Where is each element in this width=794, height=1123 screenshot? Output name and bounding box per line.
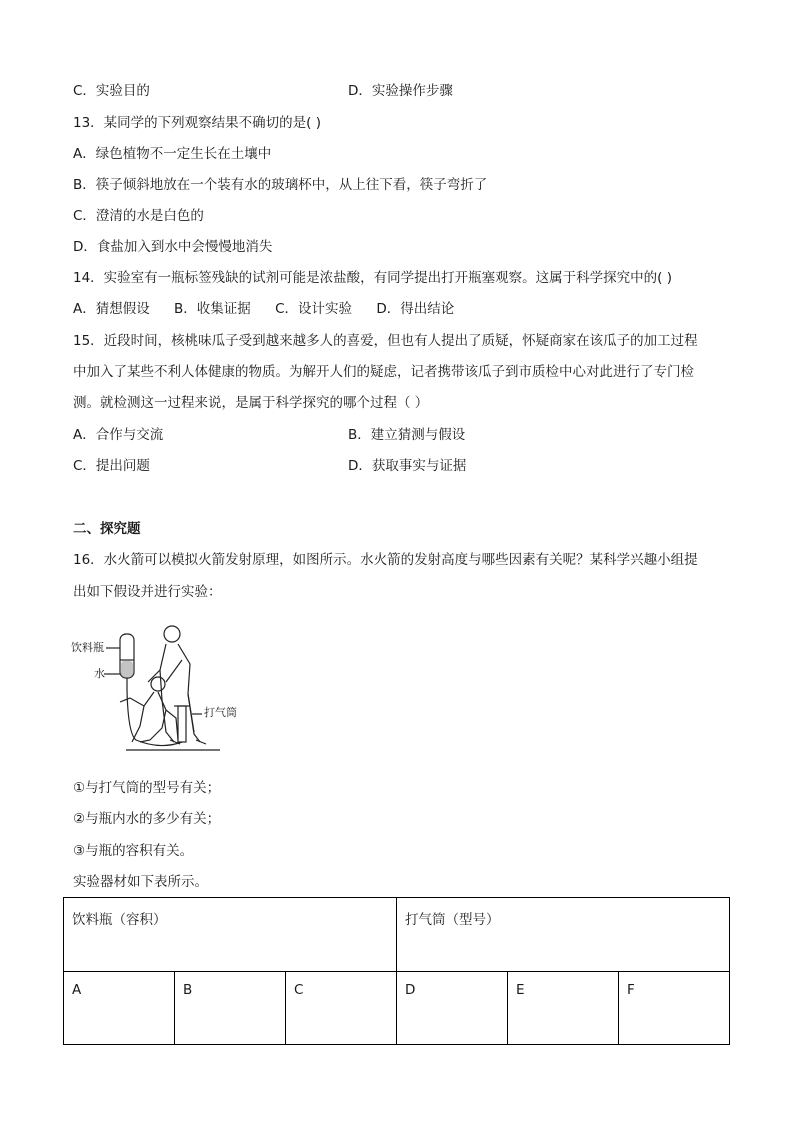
q15-option-c: C．提出问题 (73, 458, 150, 474)
q16-stem-line2: 出如下假设并进行实验： (73, 584, 222, 600)
bottle-label: 饮料瓶 (71, 641, 104, 654)
table-header-bottle: 饮料瓶（容积） (64, 898, 397, 972)
q15-option-a: A．合作与交流 (73, 427, 164, 443)
q12-option-c: C．实验目的 (73, 83, 150, 99)
pump-label: 打气筒 (204, 706, 237, 719)
table-header-row (64, 898, 730, 972)
table-row (64, 972, 730, 1045)
table-cell-e: E (508, 972, 619, 1045)
q16-hypothesis-3: ③与瓶的容积有关。 (73, 843, 194, 859)
section-heading: 二、探究题 (73, 521, 141, 537)
q12-option-d: D．实验操作步骤 (348, 83, 453, 99)
q16-stem-line1: 16．水火箭可以模拟火箭发射原理，如图所示。水火箭的发射高度与哪些因素有关呢？某科学兴趣小组提 (73, 552, 698, 568)
equipment-table (63, 897, 730, 1045)
table-cell-a: A (64, 972, 175, 1045)
q15-stem-line3: 测。就检测这一过程来说，是属于科学探究的哪个过程（ ） (73, 395, 429, 411)
q13-option-b: B．筷子倾斜地放在一个装有水的玻璃杯中，从上往下看，筷子弯折了 (73, 177, 488, 193)
q13-option-a: A．绿色植物不一定生长在土壤中 (73, 146, 272, 162)
q15-stem-line1: 15．近段时间，核桃味瓜子受到越来越多人的喜爱，但也有人提出了质疑，怀疑商家在该瓜子的加工过程 (73, 333, 698, 349)
q16-table-intro: 实验器材如下表所示。 (73, 874, 208, 890)
water-rocket-figure (70, 622, 250, 758)
q16-hypothesis-1: ①与打气筒的型号有关； (73, 780, 221, 796)
q15-option-d: D．获取事实与证据 (348, 458, 467, 474)
q15-stem-line2: 中加入了某些不利人体健康的物质。为解开人们的疑虑，记者携带该瓜子到市质检中心对此进行了专门检 (73, 364, 694, 380)
q14-option-c: C．设计实验 (275, 301, 353, 317)
q13-stem: 13．某同学的下列观察结果不确切的是( ) (73, 115, 322, 131)
q15-option-b: B．建立猜测与假设 (348, 427, 466, 443)
table-cell-f: F (619, 972, 730, 1045)
q14-option-a: A．猜想假设 (73, 301, 150, 317)
q13-option-c: C．澄清的水是白色的 (73, 208, 204, 224)
water-label: 水 (94, 667, 105, 680)
q14-options (73, 299, 474, 319)
q13-option-d: D．食盐加入到水中会慢慢地消失 (73, 239, 273, 255)
table-cell-b: B (175, 972, 286, 1045)
q14-option-d: D．得出结论 (376, 301, 455, 317)
table-cell-d: D (397, 972, 508, 1045)
q14-stem: 14．实验室有一瓶标签残缺的试剂可能是浓盐酸，有同学提出打开瓶塞观察。这属于科学探究中的( ) (73, 270, 673, 286)
q16-hypothesis-2: ②与瓶内水的多少有关； (73, 811, 221, 827)
table-header-pump: 打气筒（型号） (397, 898, 730, 972)
q14-option-b: B．收集证据 (174, 301, 251, 317)
table-cell-c: C (286, 972, 397, 1045)
